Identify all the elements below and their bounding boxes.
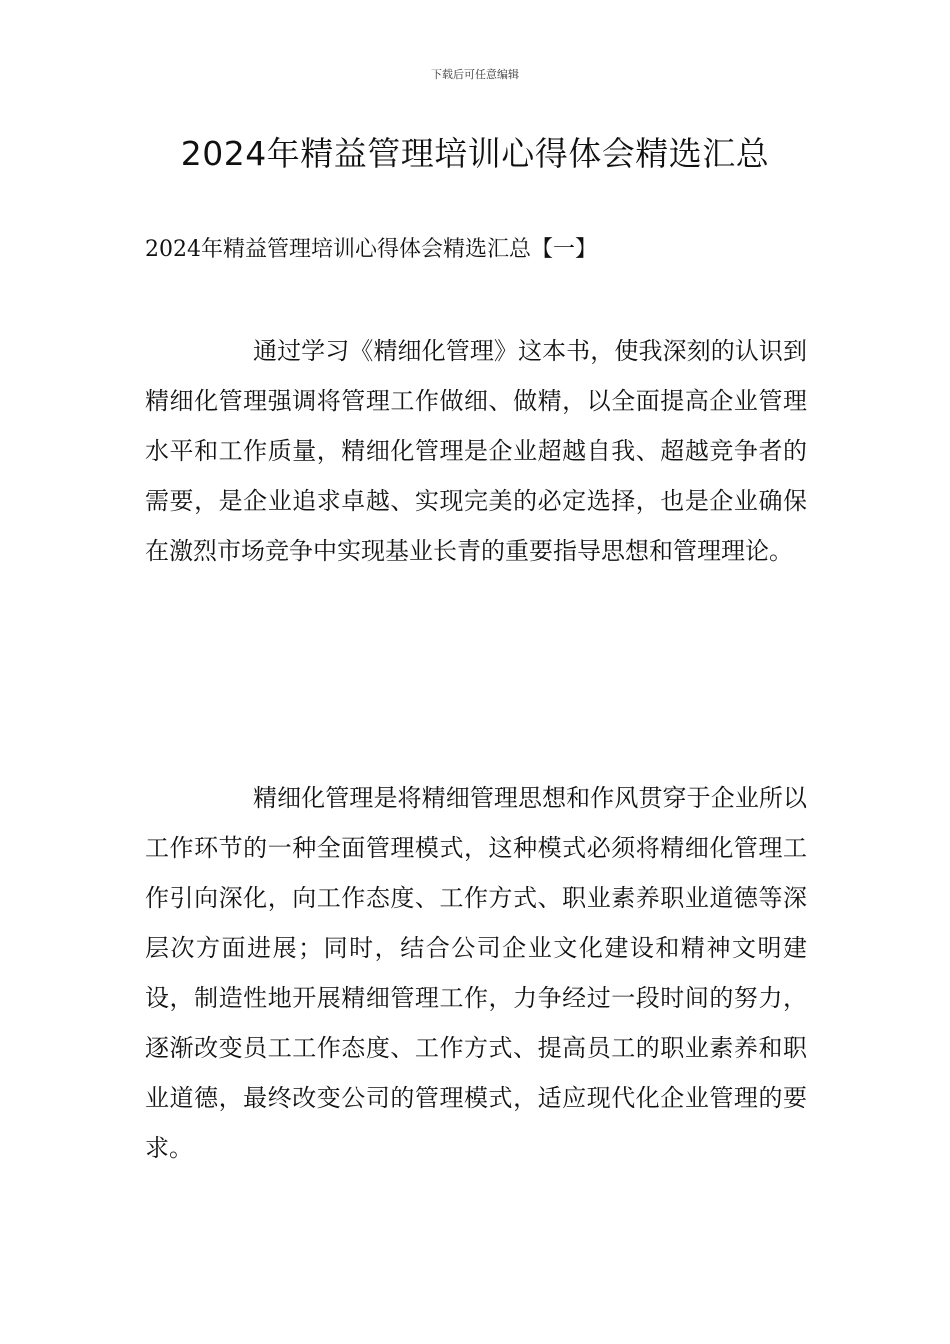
header-note: 下载后可任意编辑 <box>431 68 519 81</box>
body-paragraph-2: 精细化管理是将精细管理思想和作风贯穿于企业所以工作环节的一种全面管理模式，这种模式必须将精细化管理工作引向深化，向工作态度、工作方式、职业素养职业道德等深层次方面进展；同时，结合公司企业文化建设和精神文明建设，制造性地开展精细管理工作，力争经过一段时间的努力，逐渐改变员工工作态度、工作方式、提高员工的职业素养和职业道德，最终改变公司的管理模式，适应现代化企业管理的要求。 <box>145 784 807 1162</box>
section-heading: 2024年精益管理培训心得体会精选汇总【一】 <box>145 237 597 262</box>
body-paragraph-1: 通过学习《精细化管理》这本书，使我深刻的认识到精细化管理强调将管理工作做细、做精，以全面提高企业管理水平和工作质量，精细化管理是企业超越自我、超越竞争者的需要，是企业追求卓越、实现完美的必定选择，也是企业确保在激烈市场竞争中实现基业长青的重要指导思想和管理理论。 <box>145 337 807 565</box>
document-title: 2024年精益管理培训心得体会精选汇总 <box>180 134 770 173</box>
